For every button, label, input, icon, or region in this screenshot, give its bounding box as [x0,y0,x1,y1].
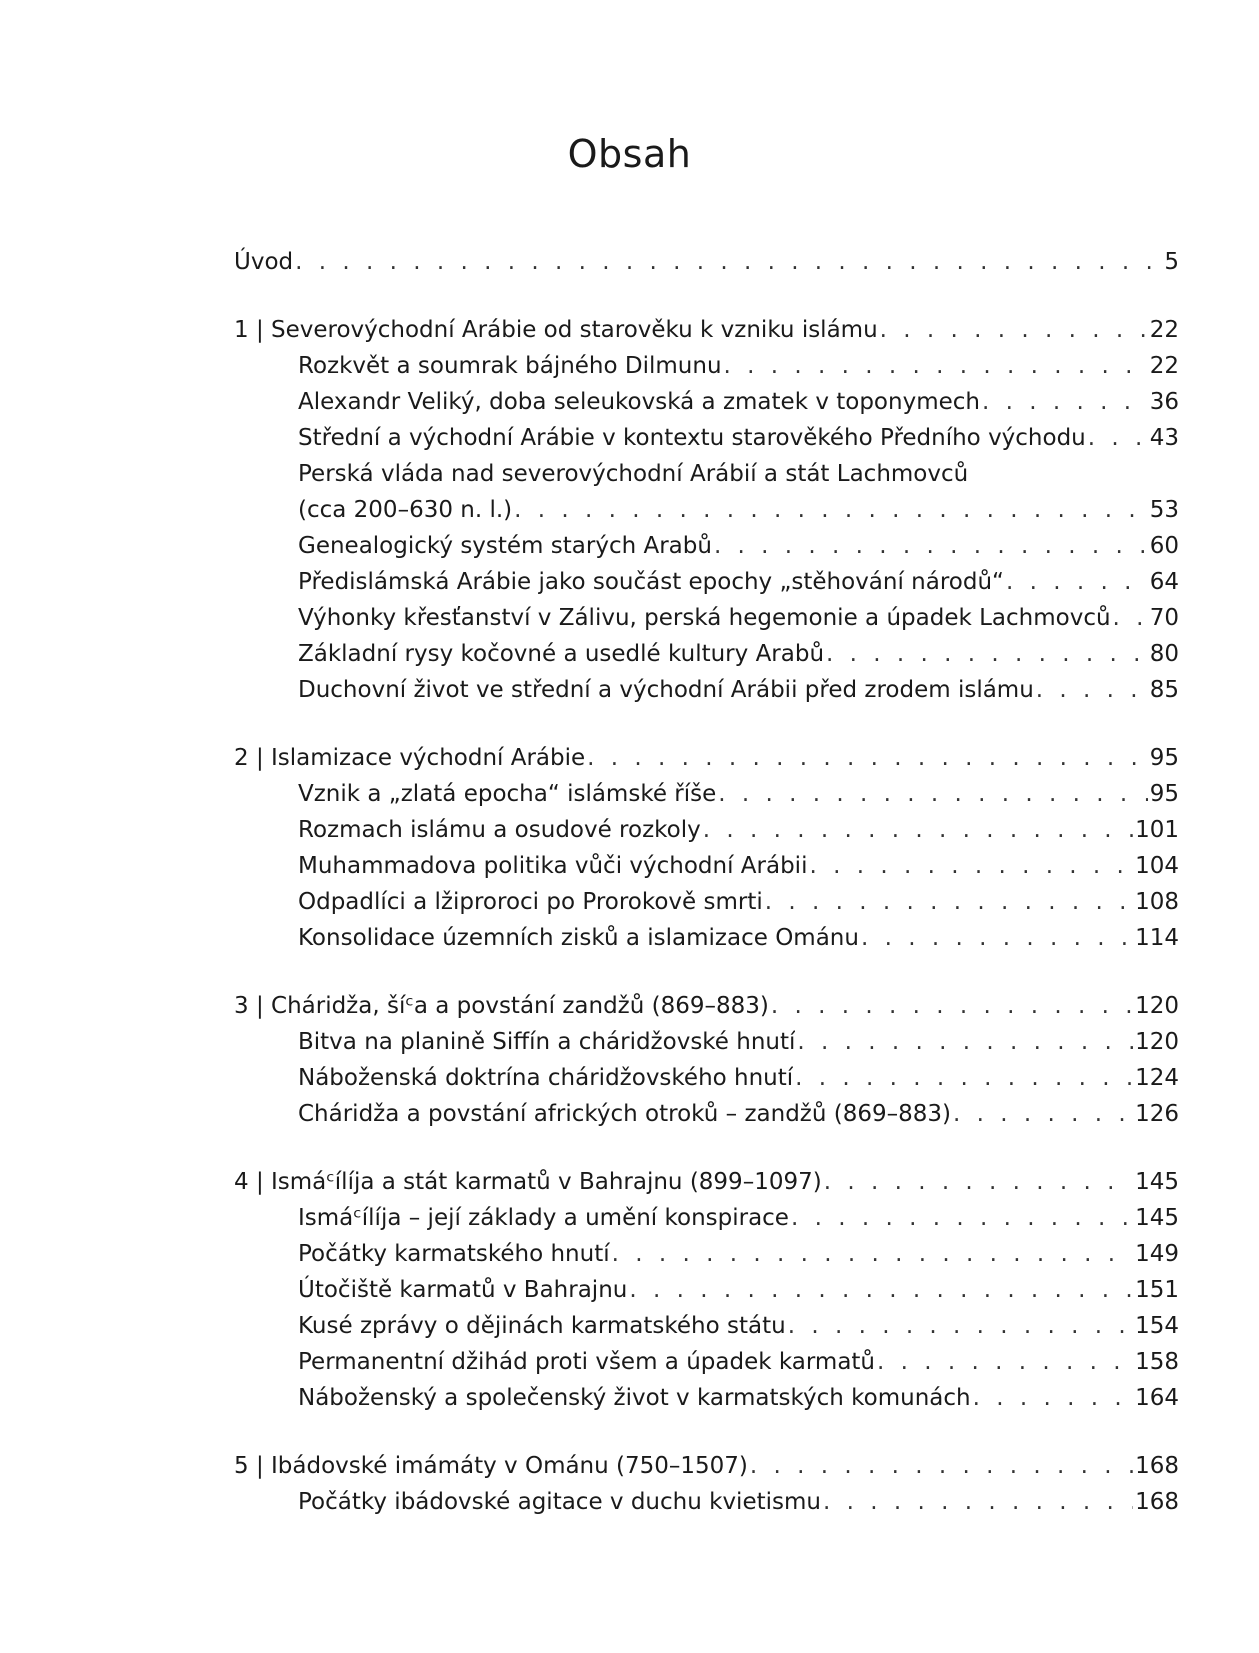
toc-entry-label: Kusé zprávy o dějinách karmatského státu [298,1313,786,1339]
leader-dots [765,884,1133,920]
toc-entry-label: Odpadlíci a lžiproroci po Prorokově smrti [298,889,763,915]
toc-page-number: 5 [1164,249,1179,275]
toc-entry[interactable] [234,564,1179,600]
leader-dots [823,1484,1133,1520]
toc-page-number: 168 [1135,1453,1179,1479]
leader-dots [861,920,1133,956]
toc-entry-label: Střední a východní Arábie v kontextu starověkého Předního východu [298,425,1086,451]
toc-page-number: 168 [1135,1489,1179,1515]
leader-dots [824,1164,1133,1200]
toc-entry-intro[interactable] [234,244,1179,280]
toc-entry-label: Rozkvět a soumrak bájného Dilmunu [298,353,722,379]
toc-entry-label: Duchovní život ve střední a východní Arábii před zrodem islámu [298,677,1034,703]
toc-page-number: 22 [1149,353,1179,379]
toc-entry-label: Útočiště karmatů v Bahrajnu [298,1277,628,1303]
toc-page-number: 101 [1135,817,1179,843]
toc-page-number: 158 [1135,1349,1179,1375]
toc-page-number: 43 [1149,425,1179,451]
toc-chapter-1 [234,312,1179,708]
leader-dots [791,1200,1133,1236]
toc-entry[interactable] [234,1060,1179,1096]
leader-dots [1036,672,1148,708]
leader-dots [629,1272,1133,1308]
leader-dots [771,988,1133,1024]
toc-entry-label: Předislámská Arábie jako součást epochy „stěhování národů“ [298,569,1004,595]
toc-entry-label: Náboženský a společenský život v karmatských komunách [298,1385,971,1411]
toc-entry-label: Alexandr Veliký, doba seleukovská a zmatek v toponymech [298,389,980,415]
toc-page-number: 145 [1135,1205,1179,1231]
toc-entry[interactable] [234,348,1179,384]
toc-page-number: 114 [1135,925,1179,951]
toc-page-number: 60 [1149,533,1179,559]
toc-entry-label: 4 | Ismáᶜílíja a stát karmatů v Bahrajnu (899–1097) [234,1169,822,1195]
toc-entry-label: Cháridža a povstání afrických otroků – zandžů (869–883) [298,1101,952,1127]
toc-page-number: 124 [1135,1065,1179,1091]
leader-dots [877,1344,1133,1380]
toc-page-number: 85 [1149,677,1179,703]
toc-entry-label: 2 | Islamizace východní Arábie [234,745,586,771]
toc-entry-continuation[interactable] [234,492,1179,528]
toc-entry[interactable] [234,1096,1179,1132]
toc-entry[interactable] [234,1308,1179,1344]
toc-page-number: 120 [1135,1029,1179,1055]
toc-entry-label: Ismáᶜílíja – její základy a umění konspirace [298,1205,789,1231]
toc-entry-label: 3 | Cháridža, šíᶜa a povstání zandžů (869–883) [234,993,769,1019]
toc-chapter-heading[interactable] [234,1448,1179,1484]
toc-entry[interactable] [234,1484,1179,1520]
toc-entry-label: Genealogický systém starých Arabů [298,533,712,559]
leader-dots [1006,564,1148,600]
leader-dots [750,1448,1133,1484]
toc-entry[interactable] [234,884,1179,920]
toc-page-number: 64 [1149,569,1179,595]
table-of-contents [234,244,1179,1552]
leader-dots [1113,600,1148,636]
toc-entry[interactable] [234,672,1179,708]
leader-dots [809,848,1133,884]
toc-chapter-5 [234,1448,1179,1520]
leader-dots [797,1024,1133,1060]
toc-entry-first-line[interactable] [234,456,1179,492]
leader-dots [788,1308,1133,1344]
toc-page-number: 70 [1149,605,1179,631]
leader-dots [587,740,1148,776]
toc-entry-label: 1 | Severovýchodní Arábie od starověku k vzniku islámu [234,317,878,343]
toc-page-number: 22 [1149,317,1179,343]
toc-entry-label: Výhonky křesťanství v Zálivu, perská hegemonie a úpadek Lachmovců [298,605,1111,631]
leader-dots [703,812,1133,848]
toc-entry-label: Bitva na planině Siffín a cháridžovské hnutí [298,1029,796,1055]
toc-entry-label: Vznik a „zlatá epocha“ islámské říše [298,781,717,807]
toc-page-number: 108 [1135,889,1179,915]
toc-entry[interactable] [234,636,1179,672]
toc-page-number: 145 [1135,1169,1179,1195]
toc-page-number: 126 [1135,1101,1179,1127]
toc-entry[interactable] [234,1236,1179,1272]
toc-chapter-heading[interactable] [234,740,1179,776]
leader-dots [714,528,1148,564]
toc-entry-label: Základní rysy kočovné a usedlé kultury Arabů [298,641,825,667]
toc-entry-label: Náboženská doktrína cháridžovského hnutí [298,1065,794,1091]
toc-entry[interactable] [234,1380,1179,1416]
leader-dots [718,776,1147,812]
toc-entry[interactable] [234,1272,1179,1308]
toc-chapter-4 [234,1164,1179,1416]
toc-entry-label: Muhammadova politika vůči východní Arábii [298,853,808,879]
toc-chapter-3 [234,988,1179,1132]
toc-page-number: 120 [1135,993,1179,1019]
leader-dots [612,1236,1133,1272]
toc-chapter-2 [234,740,1179,956]
toc-entry-label: Konsolidace územních zisků a islamizace Ománu [298,925,859,951]
leader-dots [880,312,1148,348]
toc-page-number: 53 [1149,497,1179,523]
toc-entry-label: Rozmach islámu a osudové rozkoly [298,817,701,843]
toc-chapter-heading[interactable] [234,988,1179,1024]
toc-entry-label: Počátky ibádovské agitace v duchu kvietismu [298,1489,821,1515]
leader-dots [973,1380,1133,1416]
leader-dots [295,244,1162,280]
toc-entry[interactable] [234,776,1179,812]
toc-chapter-heading[interactable] [234,312,1179,348]
leader-dots [826,636,1148,672]
toc-entry[interactable] [234,420,1179,456]
leader-dots [953,1096,1133,1132]
toc-entry-label: Permanentní džihád proti všem a úpadek karmatů [298,1349,876,1375]
leader-dots [982,384,1148,420]
toc-section-intro [234,244,1179,280]
leader-dots [724,348,1148,384]
toc-entry-label: 5 | Ibádovské imámáty v Ománu (750–1507) [234,1453,748,1479]
toc-page-number: 151 [1135,1277,1179,1303]
leader-dots [1088,420,1148,456]
leader-dots [514,492,1148,528]
toc-entry-label: Perská vláda nad severovýchodní Arábií a stát Lachmovců [298,461,969,487]
toc-entry[interactable] [234,600,1179,636]
toc-entry-label-continued: (cca 200–630 n. l.) [298,497,513,523]
toc-page-number: 36 [1149,389,1179,415]
toc-entry[interactable] [234,1344,1179,1380]
toc-entry[interactable] [234,1200,1179,1236]
toc-page-number: 149 [1135,1241,1179,1267]
toc-entry[interactable] [234,528,1179,564]
toc-entry[interactable] [234,848,1179,884]
toc-page-number: 104 [1135,853,1179,879]
toc-page-number: 80 [1149,641,1179,667]
toc-page-number: 164 [1135,1385,1179,1411]
toc-entry-label: Počátky karmatského hnutí [298,1241,610,1267]
toc-page-number: 95 [1149,745,1179,771]
toc-entry[interactable] [234,920,1179,956]
toc-chapter-heading[interactable] [234,1164,1179,1200]
toc-entry-label: Úvod [234,249,294,275]
toc-entry[interactable] [234,1024,1179,1060]
toc-entry[interactable] [234,812,1179,848]
toc-entry[interactable] [234,384,1179,420]
page-title: Obsah [567,132,692,176]
leader-dots [795,1060,1133,1096]
toc-page-number: 154 [1135,1313,1179,1339]
toc-page-number: 95 [1149,781,1179,807]
